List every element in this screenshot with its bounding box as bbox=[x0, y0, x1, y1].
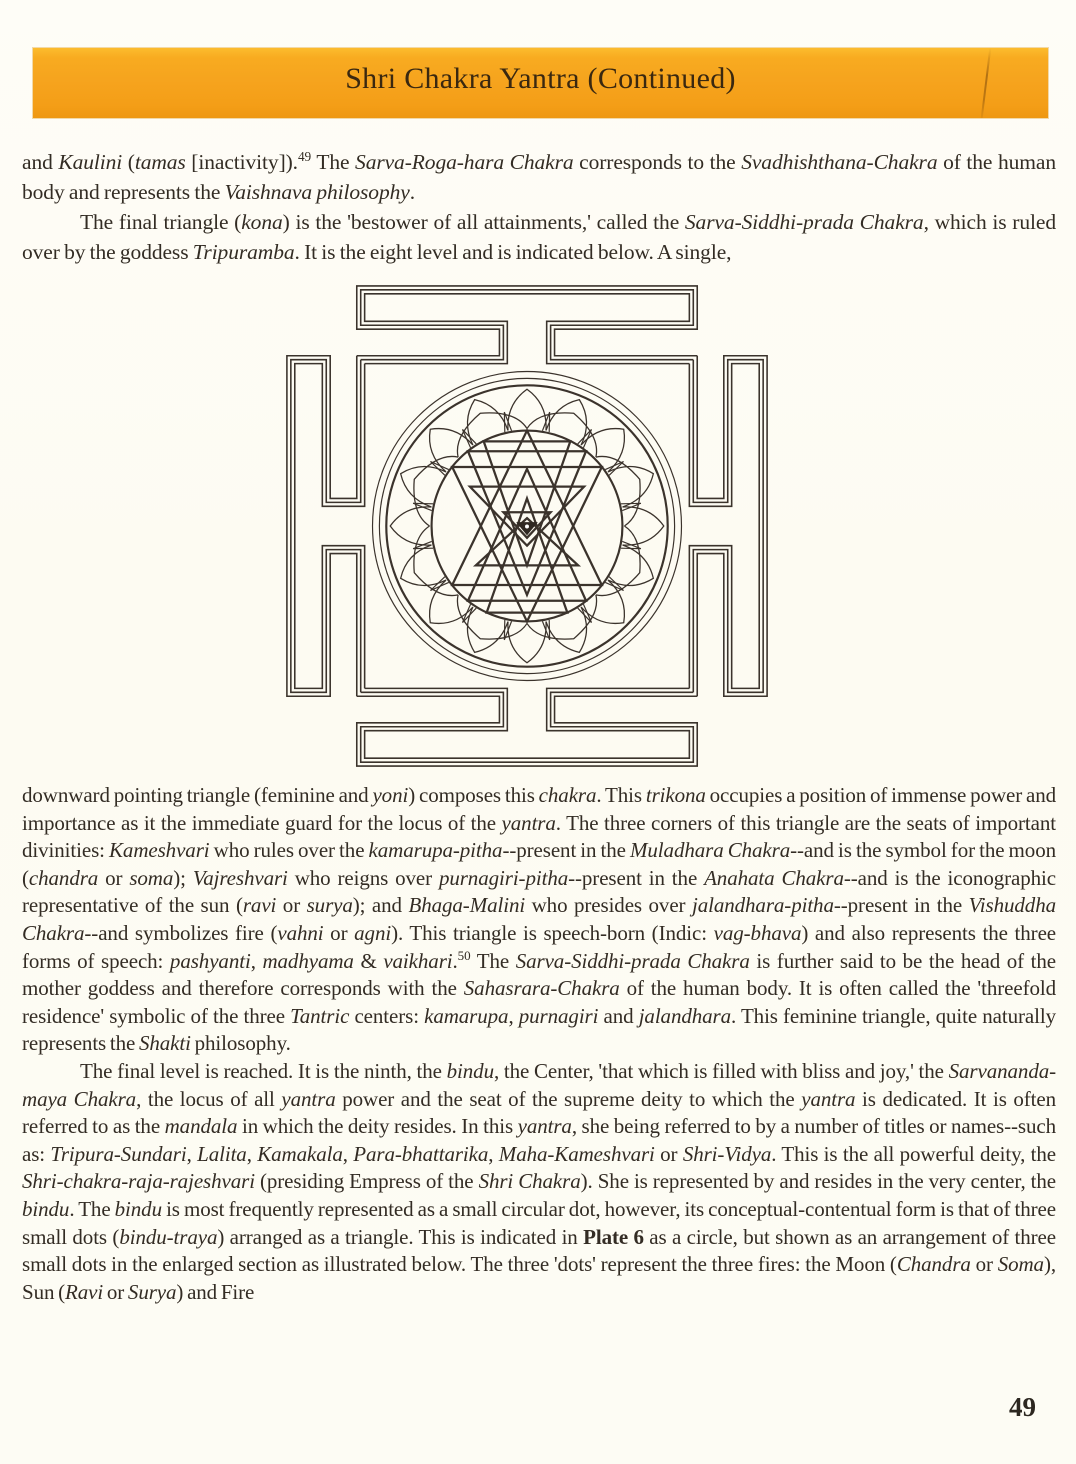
paragraph-continuation: and Kaulini (tamas [inactivity]).$^{49}$ The Sarva-Roga-hara Chakra corresponds to the Svadhishthana-Chakra of the human body and represents the Vaishnava philosophy. bbox=[22, 148, 1056, 204]
page-number: 49 bbox=[1009, 1392, 1036, 1422]
sri-yantra-diagram bbox=[281, 280, 773, 772]
page-title: Shri Chakra Yantra (Continued) bbox=[345, 62, 736, 95]
paragraph-bindu: The final level is reached. It is the ninth, the bindu, the Center, 'that which is filled with bliss and joy,' the Sarvananda-maya Chakra, the locus of all yantra power and the seat of the supreme deity to which the yantra is dedicated. It is often referred to as the mandala in which the deity resides. In this yantra, she being referred to by a number of titles or names--such as: Tripura-Sundari, Lalita, Kamakala, Para-bhattarika, Maha-Kameshvari or Shri-Vidya. This is the all powerful deity, the Shri-chakra-raja-rajeshvari (presiding Empress of the Shri Chakra). She is represented by and resides in the very center, the bindu. The bindu is most frequently represented as a small circular dot, however, its conceptual-contentual form is that of three small dots (bindu-traya) arranged as a triangle. This is indicated in Plate 6 as a circle, but shown as an arrangement of three small dots in the enlarged section as illustrated below. The three 'dots' represent the three fires: the Moon (Chandra or Soma), Sun (Ravi or Surya) and Fire bbox=[22, 1058, 1057, 1304]
lower-text-block bbox=[22, 782, 1056, 1306]
bindu-dot bbox=[525, 525, 529, 529]
paper-crease-line bbox=[981, 48, 992, 118]
chapter-banner bbox=[33, 48, 1048, 118]
sri-yantra-figure bbox=[281, 280, 773, 772]
paragraph-final-triangle: The final triangle (kona) is the 'bestower of all attainments,' called the Sarva-Siddhi-prada Chakra, which is ruled over by the goddess Tripuramba. It is the eight level and is indicated below. A single, bbox=[22, 210, 1056, 264]
upper-text-block bbox=[22, 147, 1056, 267]
paragraph-trikona: downward pointing triangle (feminine and yoni) composes this chakra. This trikona occupies a position of immense power and importance as it the immediate guard for the locus of the yantra. The three corners of this triangle are the seats of important divinities: Kameshvari who rules over the kamarupa-pitha--present in the Muladhara Chakra--and is the symbol for the moon (chandra or soma); Vajreshvari who reigns over purnagiri-pitha--present in the Anahata Chakra--and is the iconographic representative of the sun (ravi or surya); and Bhaga-Malini who presides over jalandhara-pitha--present in the Vishuddha Chakra--and symbolizes fire (vahni or agni). This triangle is speech-born (Indic: vag-bhava) and also represents the three forms of speech: pashyanti, madhyama & vaikhari.$^{50}$ The Sarva-Siddhi-prada Chakra is further said to be the head of the mother goddess and therefore corresponds with the Sahasrara-Chakra of the human body. It is often called the 'threefold residence' symbolic of the three Tantric centers: kamarupa, purnagiri and jalandhara. This feminine triangle, quite naturally represents the Shakti philosophy. bbox=[22, 783, 1057, 1056]
